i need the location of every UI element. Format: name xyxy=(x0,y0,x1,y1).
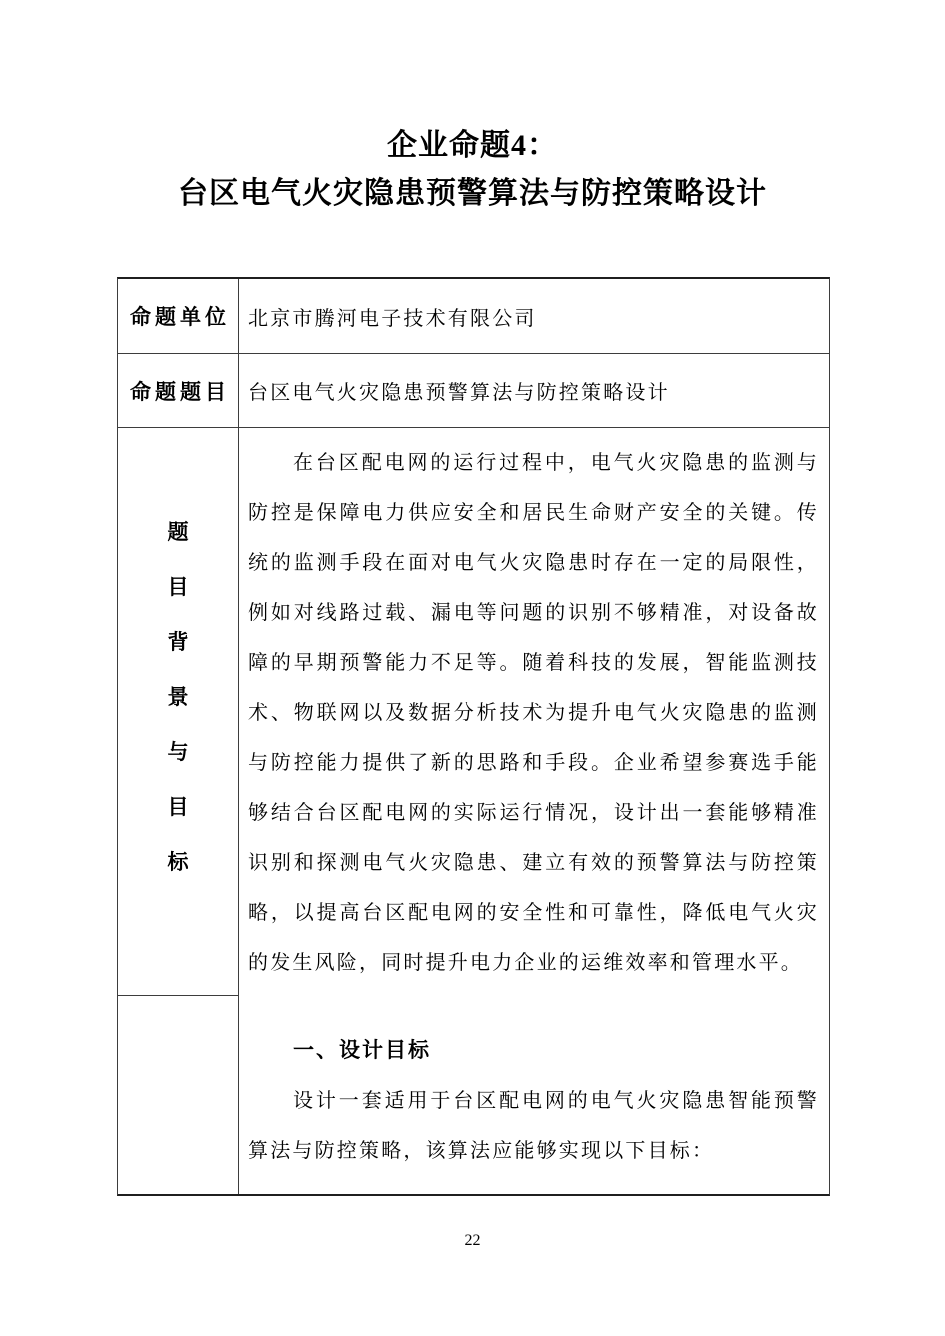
topic-row-label: 命题题目 xyxy=(118,354,239,428)
proposal-table xyxy=(117,277,830,1196)
unit-row-value xyxy=(239,279,829,354)
background-label-char: 题 xyxy=(167,519,189,544)
goals-row-label-empty xyxy=(118,996,239,1194)
topic-row-value xyxy=(239,354,829,428)
topic-row-value-text: 台区电气火灾隐患预警算法与防控策略设计 xyxy=(248,382,670,404)
background-label-char: 目 xyxy=(167,794,189,819)
goals-heading: 一、设计目标 xyxy=(293,1039,431,1062)
document-title xyxy=(0,122,945,218)
background-label-char: 与 xyxy=(167,739,189,764)
background-row-content xyxy=(239,428,829,996)
document-title-line2: 台区电气火灾隐患预警算法与防控策略设计 xyxy=(178,177,767,210)
goals-paragraph: 设计一套适用于台区配电网的电气火灾隐患智能预警算法与防控策略，该算法应能够实现以下目标： xyxy=(248,1090,819,1162)
unit-row-value-text: 北京市腾河电子技术有限公司 xyxy=(248,307,537,330)
unit-row-label: 命题单位 xyxy=(118,279,239,354)
goals-row-content xyxy=(239,996,829,1194)
background-label-char: 目 xyxy=(167,574,189,599)
page-number: 22 xyxy=(464,1232,481,1249)
background-label-char: 背 xyxy=(167,629,189,654)
background-paragraph: 在台区配电网的运行过程中，电气火灾隐患的监测与防控是保障电力供应安全和居民生命财产安全的关键。传统的监测手段在面对电气火灾隐患时存在一定的局限性，例如对线路过载、漏电等问题的识别不够精准，对设备故障的早期预警能力不足等。随着科技的发展，智能监测技术、物联网以及数据分析技术为提升电气火灾隐患的监测与防控能力提供了新的思路和手段。企业希望参赛选手能够结合台区配电网的实际运行情况，设计出一套能够精准识别和探测电气火灾隐患、建立有效的预警算法与防控策略，以提高台区配电网的安全性和可靠性，降低电气火灾的发生风险，同时提升电力企业的运维效率和管理水平。 xyxy=(248,452,819,974)
background-label-char: 景 xyxy=(167,684,189,709)
background-label-char: 标 xyxy=(167,849,189,874)
background-row-label xyxy=(118,428,239,996)
document-title-line1: 企业命题4： xyxy=(387,129,558,162)
